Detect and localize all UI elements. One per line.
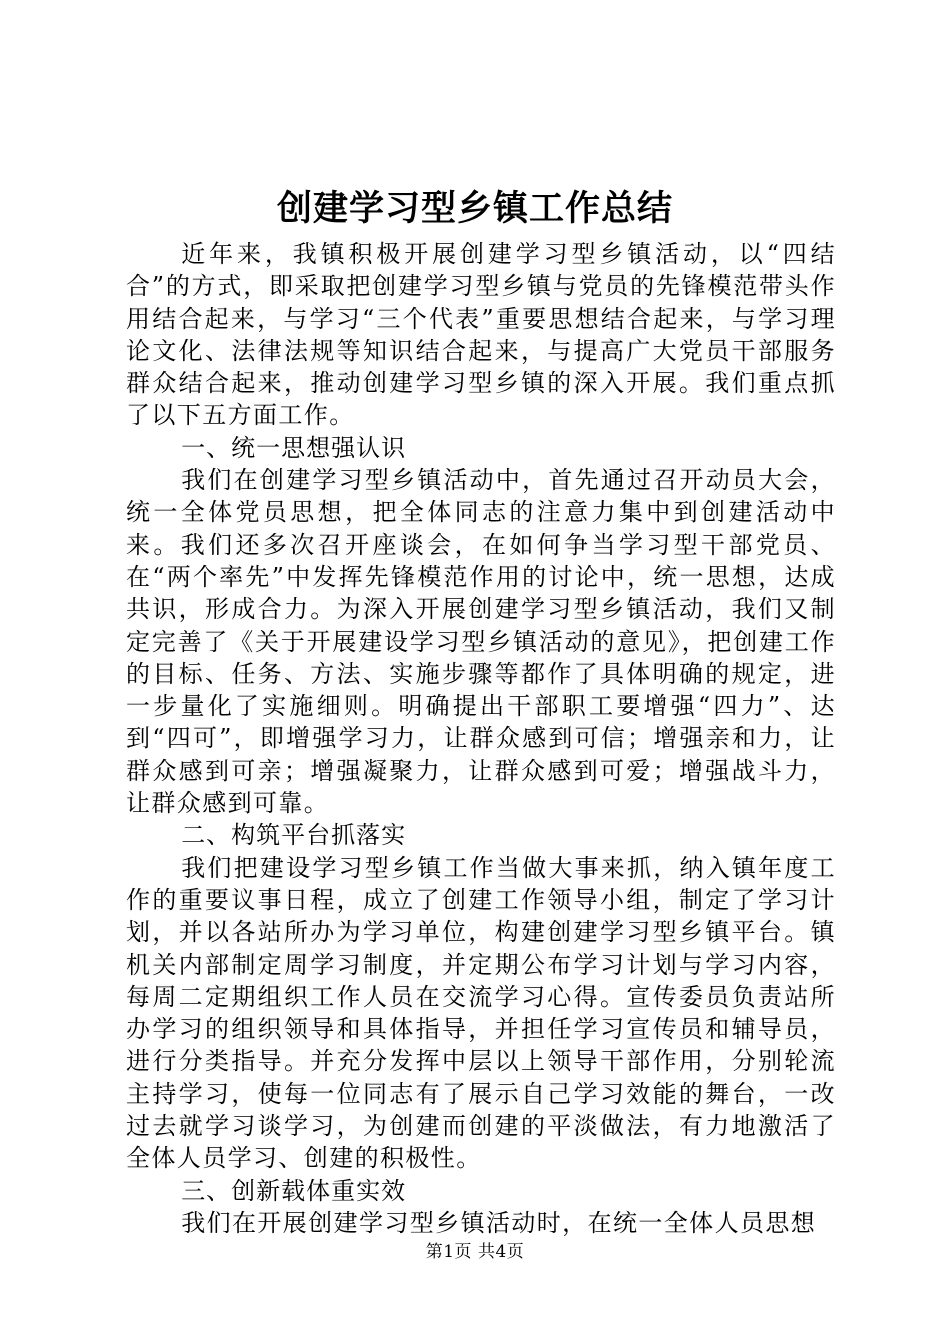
document-title: 创建学习型乡镇工作总结 [276,188,673,229]
section-heading-2: 二、构筑平台抓落实 [181,821,407,850]
page-number-footer: 第1页 共4页 [425,1242,525,1262]
section-3-paragraph: 我们在开展创建学习型乡镇活动时，在统一全体人员思想 [181,1208,817,1237]
document-body [126,238,836,1239]
section-1-paragraph: 我们在创建学习型乡镇活动中，首先通过召开动员大会，统一全体党员思想，把全体同志的注意力集中到创建活动中来。我们还多次召开座谈会，在如何争当学习型干部党员、在“两个率先”中发挥先锋模范作用的讨论中，统一思想，达成共识，形成合力。为深入开展创建学习型乡镇活动，我们又制定完善了《关于开展建设学习型乡镇活动的意见》，把创建工作的目标、任务、方法、实施步骤等都作了具体明确的规定，进一步量化了实施细则。明确提出干部职工要增强“四力”、达到“四可”，即增强学习力，让群众感到可信；增强亲和力，让群众感到可亲；增强凝聚力，让群众感到可爱；增强战斗力，让群众感到可靠。 [126,466,836,818]
section-heading-3: 三、创新载体重实效 [181,1176,407,1205]
section-2-paragraph: 我们把建设学习型乡镇工作当做大事来抓，纳入镇年度工作的重要议事日程，成立了创建工作领导小组，制定了学习计划，并以各站所办为学习单位，构建创建学习型乡镇平台。镇机关内部制定周学习制度，并定期公布学习计划与学习内容，每周二定期组织工作人员在交流学习心得。宣传委员负责站所办学习的组织领导和具体指导，并担任学习宣传员和辅导员，进行分类指导。并充分发挥中层以上领导干部作用，分别轮流主持学习，使每一位同志有了展示自己学习效能的舞台，一改过去就学习谈学习，为创建而创建的平淡做法，有力地激活了全体人员学习、创建的积极性。 [126,853,836,1173]
section-heading-1: 一、统一思想强认识 [181,433,407,462]
intro-paragraph: 近年来，我镇积极开展创建学习型乡镇活动，以“四结合”的方式，即采取把创建学习型乡镇与党员的先锋模范带头作用结合起来，与学习“三个代表”重要思想结合起来，与学习理论文化、法律法规等知识结合起来，与提高广大党员干部服务群众结合起来，推动创建学习型乡镇的深入开展。我们重点抓了以下五方面工作。 [126,240,836,430]
